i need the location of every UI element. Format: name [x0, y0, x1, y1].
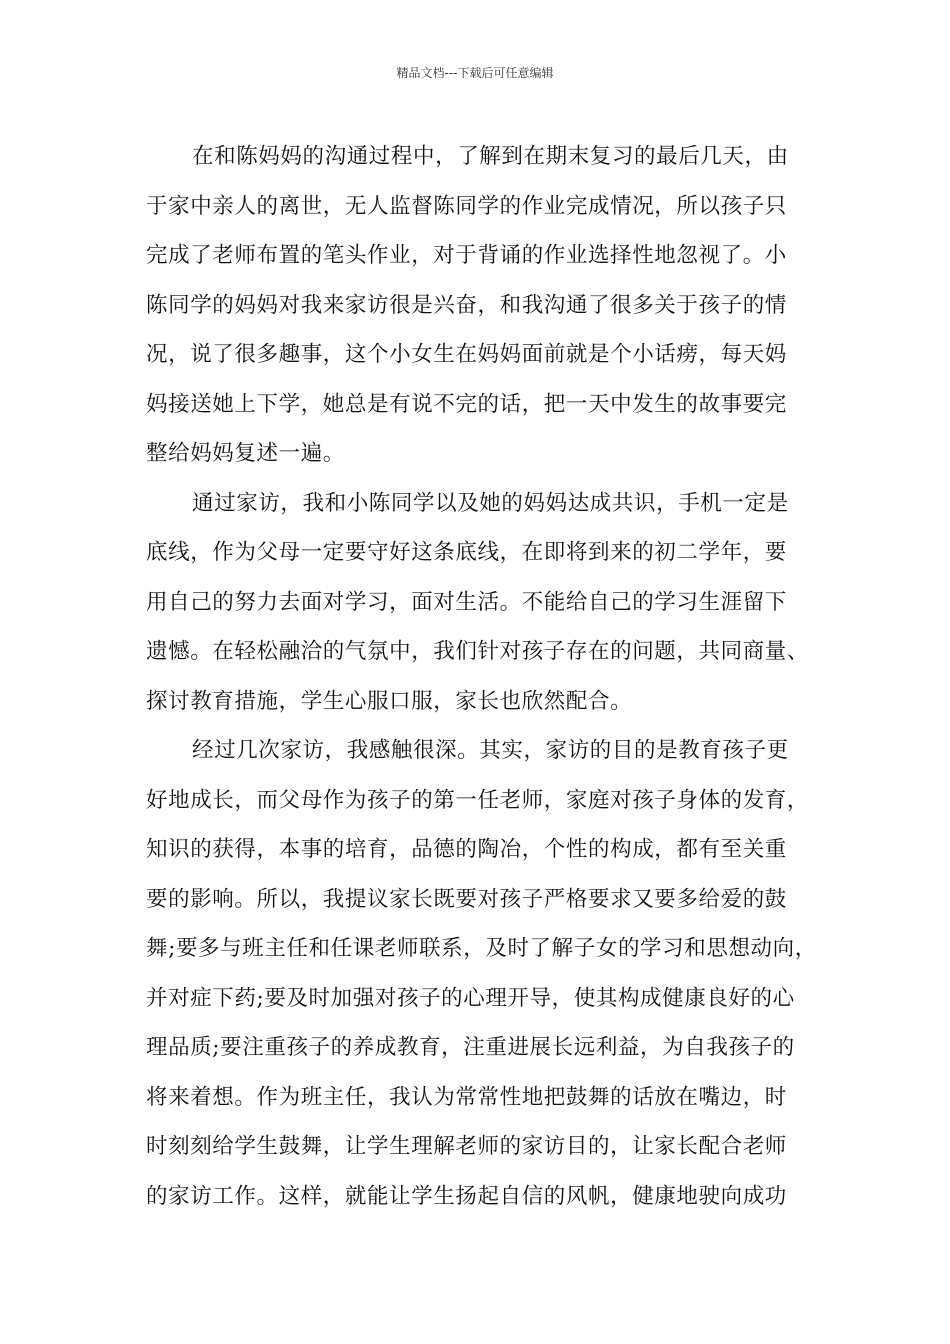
- text-line: 通过家访，我和小陈同学以及她的妈妈达成共识，手机一定是: [192, 490, 789, 516]
- text-line: 的家访工作。这样，就能让学生扬起自信的风帆，健康地驶向成功: [146, 1183, 787, 1209]
- text-line: 将来着想。作为班主任，我认为常常性地把鼓舞的话放在嘴边，时: [146, 1084, 787, 1110]
- text-line: 完成了老师布置的笔头作业，对于背诵的作业选择性地忽视了。小: [146, 243, 787, 268]
- text-line: 整给妈妈复述一遍。: [146, 441, 345, 466]
- text-line: 探讨教育措施，学生心服口服，家长也欣然配合。: [146, 688, 633, 714]
- text-line: 陈同学的妈妈对我来家访很是兴奋，和我沟通了很多关于孩子的情: [146, 292, 787, 318]
- paragraph-1: [146, 132, 826, 479]
- text-line: 要的影响。所以，我提议家长既要对孩子严格要求又要多给爱的鼓: [146, 886, 787, 912]
- text-line: 时刻刻给学生鼓舞，让学生理解老师的家访目的，让家长配合老师: [146, 1134, 787, 1159]
- document-body: [146, 132, 826, 1221]
- text-line: 理品质;要注重孩子的养成教育，注重进展长远利益，为自我孩子的: [146, 1035, 795, 1060]
- paragraph-3: [146, 726, 826, 1221]
- paragraph-2: [146, 479, 826, 727]
- text-line: 知识的获得，本事的培育，品德的陶冶，个性的构成，都有至关重: [146, 837, 787, 862]
- text-line: 在和陈妈妈的沟通过程中，了解到在期末复习的最后几天，由: [192, 144, 789, 169]
- text-line: 用自己的努力去面对学习，面对生活。不能给自己的学习生涯留下: [146, 589, 787, 615]
- page-header: 精品文档---下载后可任意编辑: [396, 66, 554, 80]
- text-line: 舞;要多与班主任和任课老师联系，及时了解子女的学习和思想动向，: [146, 936, 817, 961]
- text-line: 好地成长，而父母作为孩子的第一任老师，家庭对孩子身体的发育，: [146, 787, 810, 813]
- text-line: 遗憾。在轻松融洽的气氛中，我们针对孩子存在的问题，共同商量、: [146, 639, 810, 664]
- text-line: 于家中亲人的离世，无人监督陈同学的作业完成情况，所以孩子只: [146, 193, 787, 219]
- text-line: 经过几次家访，我感触很深。其实，家访的目的是教育孩子更: [192, 738, 789, 763]
- text-line: 并对症下药;要及时加强对孩子的心理开导，使其构成健康良好的心: [146, 985, 795, 1011]
- text-line: 况，说了很多趣事，这个小女生在妈妈面前就是个小话痨，每天妈: [146, 342, 787, 367]
- text-line: 妈接送她上下学，她总是有说不完的话，把一天中发生的故事要完: [146, 391, 787, 417]
- text-line: 底线，作为父母一定要守好这条底线，在即将到来的初二学年，要: [146, 540, 787, 565]
